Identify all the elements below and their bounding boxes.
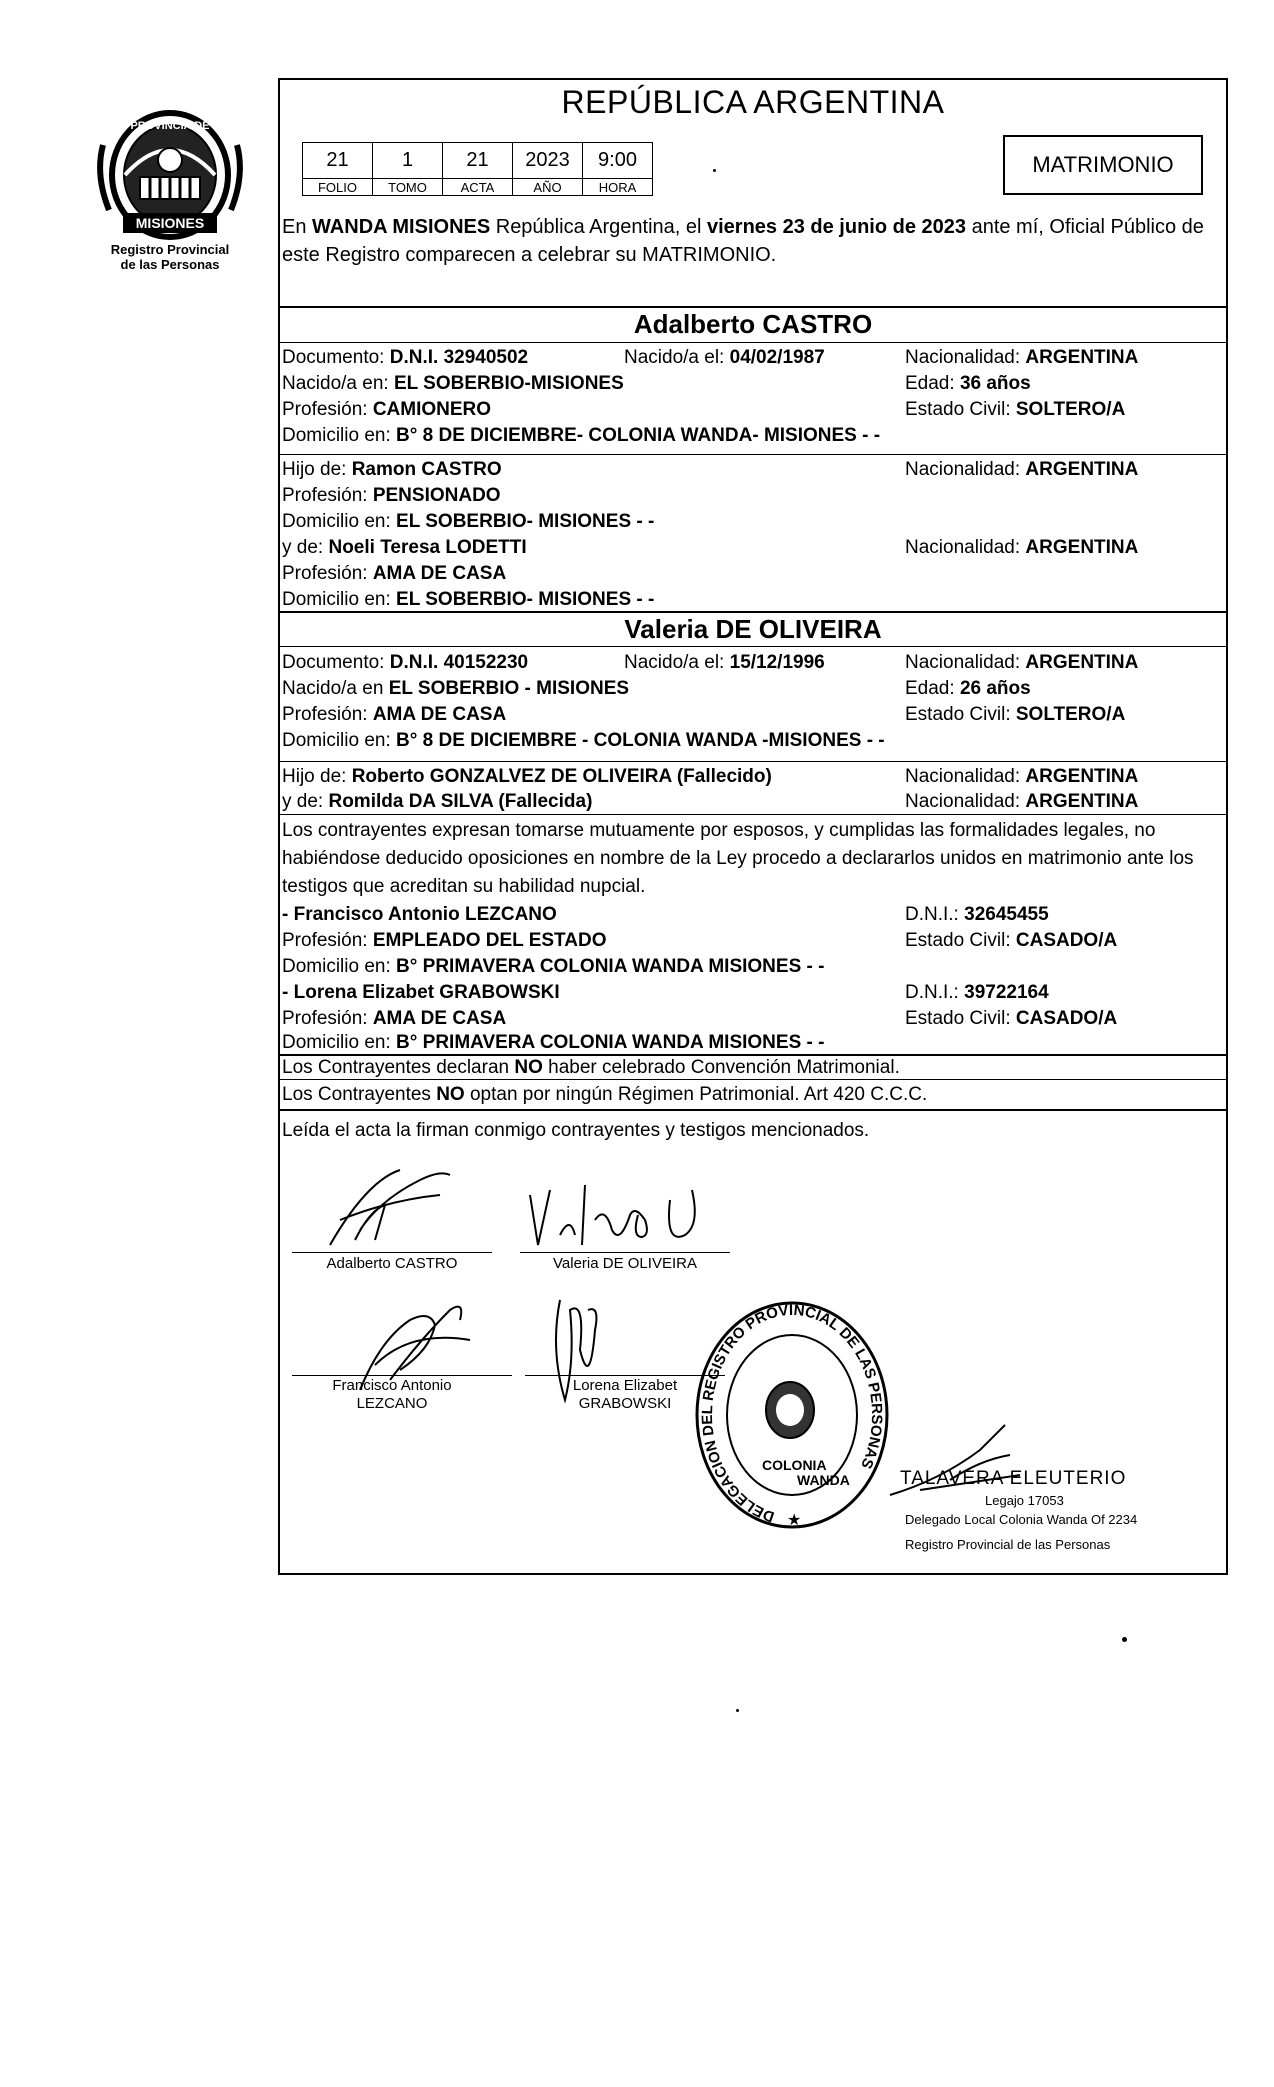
officer-legajo: Legajo 17053 <box>985 1493 1064 1508</box>
stamp-center-text: COLONIA <box>762 1457 827 1473</box>
scan-speck <box>736 1709 739 1712</box>
spouse1-mother: y de: Noeli Teresa LODETTI <box>282 537 527 558</box>
witness1-address: Domicilio en: B° PRIMAVERA COLONIA WANDA MISIONES - - <box>282 956 825 977</box>
spouse2-document: Documento: D.N.I. 40152230 <box>282 652 529 673</box>
spouse2-profession: Profesión: AMA DE CASA <box>282 704 507 725</box>
witness1-dni: D.N.I.: 32645455 <box>905 904 1049 925</box>
spouse2-father-nationality: Nacionalidad: ARGENTINA <box>905 766 1139 787</box>
convention-line-1: Los Contrayentes declaran NO haber celebrado Convención Matrimonial. <box>282 1057 900 1078</box>
spouse2-nationality: Nacionalidad: ARGENTINA <box>905 652 1139 673</box>
intro-text: República Argentina, el <box>490 216 707 238</box>
acta-value: 21 <box>443 143 513 179</box>
divider <box>279 761 1227 762</box>
witness1-name: - Francisco Antonio LEZCANO <box>282 904 557 925</box>
divider <box>279 646 1227 647</box>
witness1-civil-status: Estado Civil: CASADO/A <box>905 930 1118 951</box>
logo-caption <box>90 242 250 272</box>
spouse1-mother-address: Domicilio en: EL SOBERBIO- MISIONES - - <box>282 589 655 610</box>
intro-date: viernes 23 de junio de 2023 <box>707 216 967 238</box>
spouse1-father-address: Domicilio en: EL SOBERBIO- MISIONES - - <box>282 511 655 532</box>
witness2-civil-status: Estado Civil: CASADO/A <box>905 1008 1118 1029</box>
officer-role: Delegado Local Colonia Wanda Of 2234 <box>905 1512 1138 1527</box>
divider <box>279 1109 1227 1111</box>
spouse1-signature <box>300 1150 460 1260</box>
intro-text: ante mí, Oficial Público de este Registro comparecen a celebrar su MATRIMONIO. <box>282 216 1204 266</box>
hora-value: 9:00 <box>583 143 653 179</box>
officer-name: TALAVERA ELEUTERIO <box>900 1468 1127 1489</box>
witness1-profession: Profesión: EMPLEADO DEL ESTADO <box>282 930 607 951</box>
signature-line <box>292 1252 492 1253</box>
spouse2-name: Valeria DE OLIVEIRA <box>624 614 882 644</box>
spouse1-age: Edad: 36 años <box>905 373 1031 394</box>
spouse2-birthplace: Nacido/a en EL SOBERBIO - MISIONES <box>282 678 630 699</box>
spouse2-age: Edad: 26 años <box>905 678 1031 699</box>
witness2-name: - Lorena Elizabet GRABOWSKI <box>282 982 560 1003</box>
spouse2-signature <box>520 1175 720 1255</box>
spouse1-name: Adalberto CASTRO <box>633 309 873 339</box>
signature-line <box>520 1252 730 1253</box>
witness2-address: Domicilio en: B° PRIMAVERA COLONIA WANDA MISIONES - - <box>282 1032 825 1053</box>
intro-paragraph <box>282 213 1222 269</box>
convention-line-2: Los Contrayentes NO optan por ningún Régimen Patrimonial. Art 420 C.C.C. <box>282 1084 928 1105</box>
stamp-center-text: WANDA <box>797 1472 850 1488</box>
folio-label: FOLIO <box>303 179 373 196</box>
divider <box>279 342 1227 343</box>
divider <box>279 306 1227 308</box>
acta-label: ACTA <box>443 179 513 196</box>
witness1-signature-label: Francisco Antonio LEZCANO <box>332 1377 452 1412</box>
logo-caption-line2: de las Personas <box>120 257 220 272</box>
intro-place: WANDA MISIONES <box>312 216 491 238</box>
spouse1-signature-label: Adalberto CASTRO <box>326 1255 458 1272</box>
spouse1-father-profession: Profesión: PENSIONADO <box>282 485 501 506</box>
closing-statement: Leída el acta la firman conmigo contrayentes y testigos mencionados. <box>282 1120 870 1141</box>
spouse2-mother: y de: Romilda DA SILVA (Fallecida) <box>282 791 593 812</box>
tomo-value: 1 <box>373 143 443 179</box>
logo-seal-text-bottom: MISIONES <box>135 215 205 231</box>
registry-delegation-stamp <box>692 1300 892 1550</box>
marriage-declaration: Los contrayentes expresan tomarse mutuamente por esposos, y cumplidas las formalidades legales, no habiéndose deducido oposiciones en nombre de la Ley procedo a declararlos unidos en matrimonio ante los testigos que acreditan su habilidad nupcial. <box>282 820 1194 897</box>
spouse1-father-nationality: Nacionalidad: ARGENTINA <box>905 459 1139 480</box>
tomo-label: TOMO <box>373 179 443 196</box>
logo-seal-text-top: PROVINCIA DE <box>130 120 210 132</box>
spouse2-civil-status: Estado Civil: SOLTERO/A <box>905 704 1126 725</box>
spouse2-address: Domicilio en: B° 8 DE DICIEMBRE - COLONIA WANDA -MISIONES - - <box>282 730 885 751</box>
spouse2-birthdate: Nacido/a el: 15/12/1996 <box>624 652 825 673</box>
spouse1-birthdate: Nacido/a el: 04/02/1987 <box>624 347 825 368</box>
folio-value: 21 <box>303 143 373 179</box>
anio-label: AÑO <box>513 179 583 196</box>
spouse1-mother-nationality: Nacionalidad: ARGENTINA <box>905 537 1139 558</box>
spouse1-nationality: Nacionalidad: ARGENTINA <box>905 347 1139 368</box>
witness2-signature-label: Lorena Elizabet GRABOWSKI <box>572 1377 678 1412</box>
divider <box>279 454 1227 455</box>
spouse2-father: Hijo de: Roberto GONZALVEZ DE OLIVEIRA (Fallecido) <box>282 766 772 787</box>
stamp-ring-text: DELEGACION DEL REGISTRO PROVINCIAL DE LAS PERSONAS <box>698 1301 886 1526</box>
spouse1-document: Documento: D.N.I. 32940502 <box>282 347 529 368</box>
province-coat-of-arms-logo <box>95 105 245 240</box>
spouse2-mother-nationality: Nacionalidad: ARGENTINA <box>905 791 1139 812</box>
spouse1-birthplace: Nacido/a en: EL SOBERBIO-MISIONES <box>282 373 624 394</box>
spouse1-civil-status: Estado Civil: SOLTERO/A <box>905 399 1126 420</box>
scan-speck <box>713 169 716 172</box>
star-icon: ★ <box>787 1512 802 1529</box>
officer-organization: Registro Provincial de las Personas <box>905 1537 1111 1552</box>
spouse1-father: Hijo de: Ramon CASTRO <box>282 459 502 480</box>
witness2-profession: Profesión: AMA DE CASA <box>282 1008 507 1029</box>
hora-label: HORA <box>583 179 653 196</box>
spouse1-mother-profession: Profesión: AMA DE CASA <box>282 563 507 584</box>
document-title: REPÚBLICA ARGENTINA <box>561 84 945 120</box>
record-number-table <box>302 142 653 196</box>
intro-text: En <box>282 216 313 238</box>
spouse2-signature-label: Valeria DE OLIVEIRA <box>553 1255 697 1272</box>
act-type-box: MATRIMONIO <box>1003 135 1203 195</box>
signature-line <box>292 1375 512 1376</box>
witness2-dni: D.N.I.: 39722164 <box>905 982 1049 1003</box>
logo-caption-line1: Registro Provincial <box>110 242 230 257</box>
anio-value: 2023 <box>513 143 583 179</box>
spouse1-profession: Profesión: CAMIONERO <box>282 399 492 420</box>
scan-speck <box>1122 1637 1127 1642</box>
spouse1-address: Domicilio en: B° 8 DE DICIEMBRE- COLONIA WANDA- MISIONES - - <box>282 425 881 446</box>
